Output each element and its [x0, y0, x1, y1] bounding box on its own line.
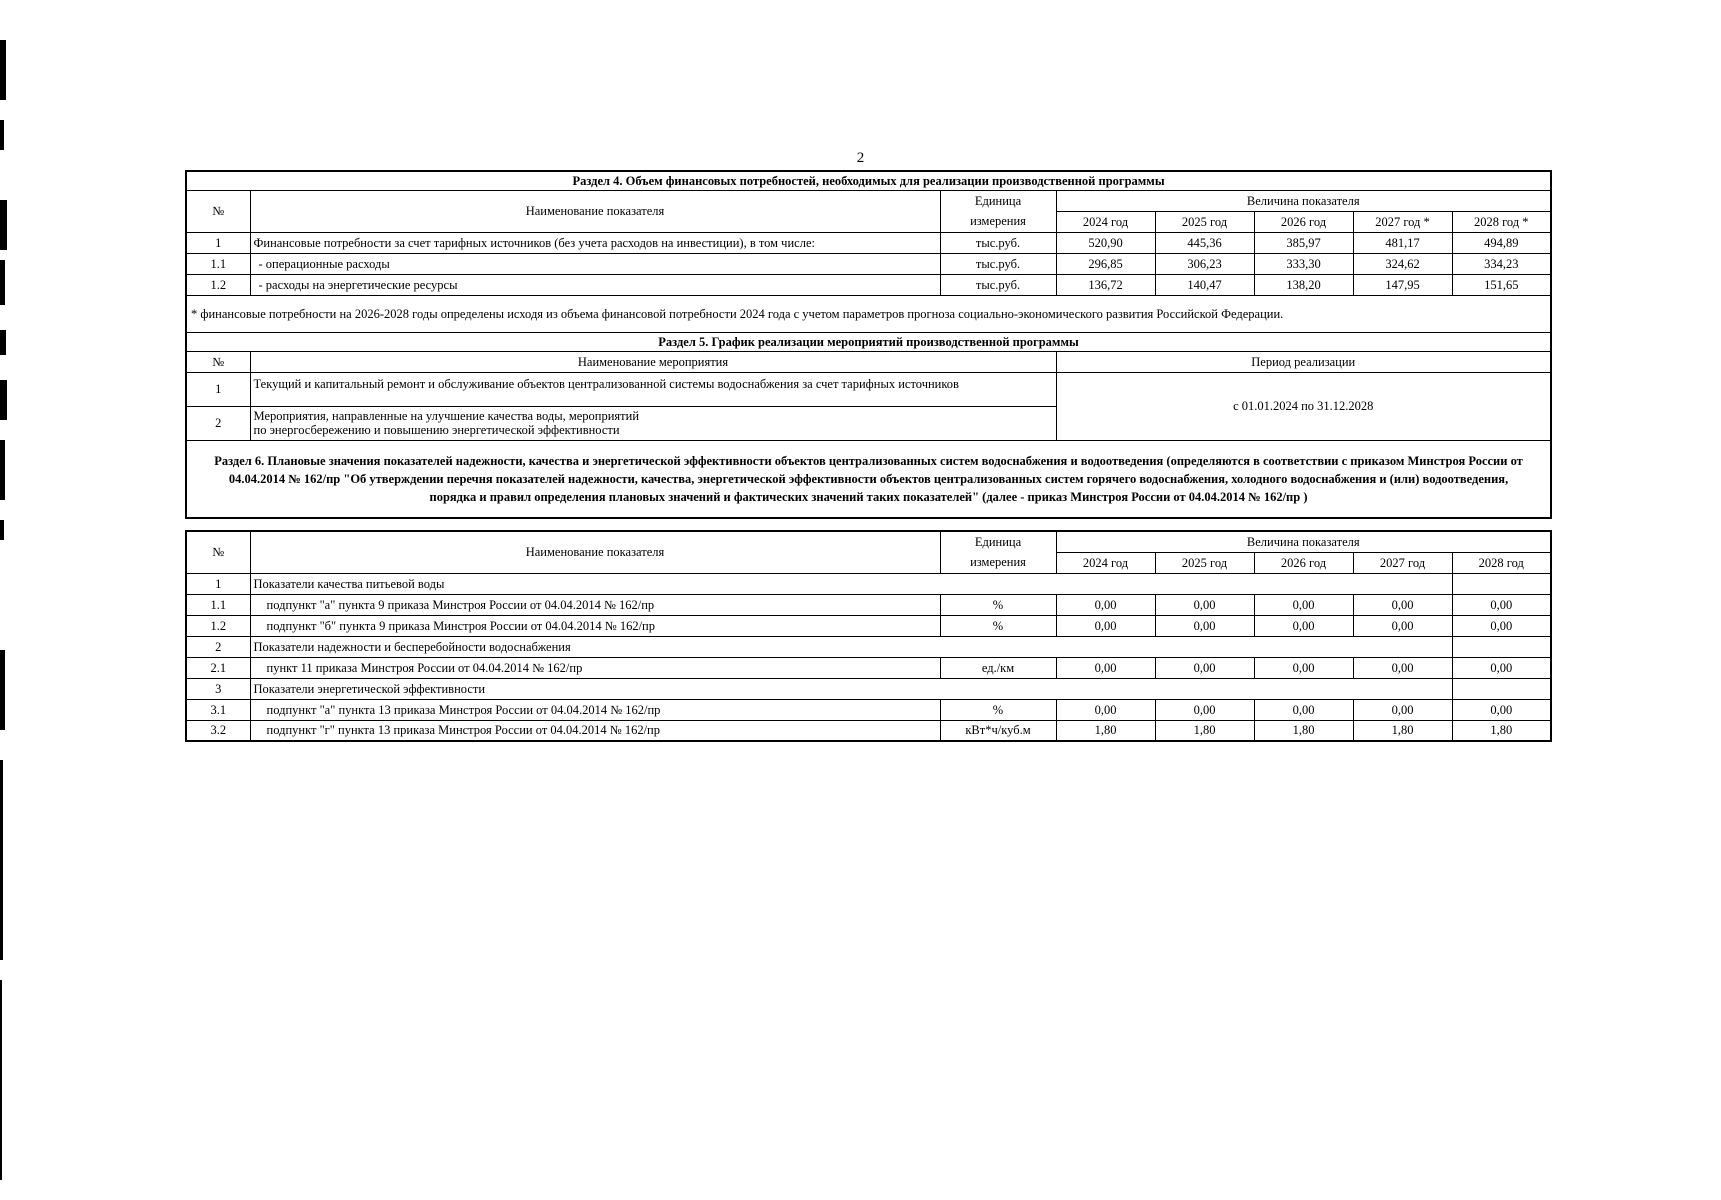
- section5-col-no: №: [186, 351, 250, 372]
- row-name: Показатели качества питьевой воды: [250, 573, 1155, 594]
- row-number: 3.2: [186, 720, 250, 741]
- row-number: 1: [186, 372, 250, 406]
- row-name: подпункт "б" пункта 9 приказа Минстроя России от 04.04.2014 № 162/пр: [250, 615, 940, 636]
- table-row: [186, 232, 1551, 253]
- table-row: [186, 657, 1551, 678]
- table-row: [186, 372, 1551, 406]
- row-number: 2: [186, 636, 250, 657]
- row-name: Финансовые потребности за счет тарифных источников (без учета расходов на инвестиции), в том числе:: [250, 232, 940, 253]
- row-value: 1,80: [1254, 720, 1353, 741]
- section6-title: Раздел 6. Плановые значения показателей надежности, качества и энергетической эффективности объектов централизованных систем водоснабжения и водоотведения (определяются в соответствии с приказом Минстроя России от 04.04.2014 № 162/пр "Об утверждении перечня показателей надежности, качества, энергетической эффективности объектов централизованных систем горячего водоснабжения, холодного водоснабжения и (или) водоотведения, порядка и правил определения плановых значений и фактических значений таких показателей" (далее - приказ Минстроя России от 04.04.2014 № 162/пр ): [186, 440, 1551, 518]
- row-name: подпункт "г" пункта 13 приказа Минстроя России от 04.04.2014 № 162/пр: [250, 720, 940, 741]
- row-unit: %: [940, 699, 1056, 720]
- table-row-group: [186, 678, 1551, 699]
- row-name: [250, 406, 1056, 440]
- row-value: 333,30: [1254, 253, 1353, 274]
- row-name: Показатели энергетической эффективности: [250, 678, 1155, 699]
- section5-title: Раздел 5. График реализации мероприятий производственной программы: [186, 332, 1551, 351]
- row-number: 1: [186, 573, 250, 594]
- row-value: 385,97: [1254, 232, 1353, 253]
- section5-col-period: Период реализации: [1056, 351, 1551, 372]
- year-header: 2028 год: [1452, 552, 1551, 573]
- table-row: [186, 253, 1551, 274]
- row-number: 1.1: [186, 594, 250, 615]
- row-value: 1,80: [1353, 720, 1452, 741]
- row-name: подпункт "а" пункта 9 приказа Минстроя России от 04.04.2014 № 162/пр: [250, 594, 940, 615]
- row-name-line: по энергосбережению и повышению энергетической эффективности: [253, 423, 620, 437]
- row-value: 0,00: [1056, 615, 1155, 636]
- table-row: [186, 699, 1551, 720]
- table-row-group: [186, 573, 1551, 594]
- section5-col-name: Наименование мероприятия: [250, 351, 1056, 372]
- row-value: 324,62: [1353, 253, 1452, 274]
- row-value: 1,80: [1452, 720, 1551, 741]
- section4-col-value: Величина показателя: [1056, 190, 1551, 211]
- table-row: [186, 720, 1551, 741]
- year-header: 2025 год: [1155, 211, 1254, 232]
- row-value: 0,00: [1155, 594, 1254, 615]
- sections-4-5-table: [185, 170, 1552, 519]
- year-header: 2024 год: [1056, 211, 1155, 232]
- section6-table: [185, 530, 1552, 742]
- row-unit: тыс.руб.: [940, 232, 1056, 253]
- row-value: 0,00: [1254, 594, 1353, 615]
- row-number: 2.1: [186, 657, 250, 678]
- section4-footnote: * финансовые потребности на 2026-2028 годы определены исходя из объема финансовой потребности 2024 года с учетом параметров прогноза социально-экономического развития Российской Федерации.: [186, 295, 1551, 332]
- row-number: 2: [186, 406, 250, 440]
- year-header: 2024 год: [1056, 552, 1155, 573]
- row-unit: тыс.руб.: [940, 274, 1056, 295]
- row-value: 0,00: [1452, 615, 1551, 636]
- row-value: 445,36: [1155, 232, 1254, 253]
- section5-period: с 01.01.2024 по 31.12.2028: [1056, 372, 1551, 440]
- year-header: 2026 год: [1254, 211, 1353, 232]
- year-header: 2028 год *: [1452, 211, 1551, 232]
- row-name-line: Мероприятия, направленные на улучшение качества воды, мероприятий: [253, 409, 640, 423]
- row-unit: ед./км: [940, 657, 1056, 678]
- row-value: 334,23: [1452, 253, 1551, 274]
- row-unit: %: [940, 594, 1056, 615]
- page-number: 2: [856, 150, 865, 166]
- section4-col-name: Наименование показателя: [250, 190, 940, 232]
- row-value: 0,00: [1254, 657, 1353, 678]
- row-value: 0,00: [1353, 594, 1452, 615]
- row-value: 0,00: [1056, 699, 1155, 720]
- row-value: 151,65: [1452, 274, 1551, 295]
- table-row: [186, 594, 1551, 615]
- row-unit: %: [940, 615, 1056, 636]
- row-value: 306,23: [1155, 253, 1254, 274]
- row-number: 3: [186, 678, 250, 699]
- row-number: 1.2: [186, 615, 250, 636]
- row-value: 0,00: [1155, 657, 1254, 678]
- row-name: пункт 11 приказа Минстроя России от 04.04.2014 № 162/пр: [250, 657, 940, 678]
- row-value: 0,00: [1452, 657, 1551, 678]
- row-value: 1,80: [1155, 720, 1254, 741]
- section6-col-value: Величина показателя: [1056, 531, 1551, 552]
- row-value: 0,00: [1452, 594, 1551, 615]
- row-name: Показатели надежности и бесперебойности водоснабжения: [250, 636, 1155, 657]
- row-value: 0,00: [1254, 615, 1353, 636]
- table-row-group: [186, 636, 1551, 657]
- section6-col-unit-1: Единица: [940, 531, 1056, 552]
- row-value: 0,00: [1353, 615, 1452, 636]
- row-value: 0,00: [1254, 699, 1353, 720]
- year-header: 2025 год: [1155, 552, 1254, 573]
- section6-col-name: Наименование показателя: [250, 531, 940, 573]
- table-row: [186, 615, 1551, 636]
- section6-col-no: №: [186, 531, 250, 573]
- year-header: 2026 год: [1254, 552, 1353, 573]
- row-value: 0,00: [1056, 594, 1155, 615]
- row-value: 147,95: [1353, 274, 1452, 295]
- row-value: 0,00: [1056, 657, 1155, 678]
- scan-edge-artifact: [0, 0, 14, 1200]
- row-value: 494,89: [1452, 232, 1551, 253]
- row-value: 0,00: [1155, 615, 1254, 636]
- row-name: Текущий и капитальный ремонт и обслуживание объектов централизованной системы водоснабжения за счет тарифных источников: [250, 372, 1056, 406]
- row-number: 1.1: [186, 253, 250, 274]
- table-row: [186, 274, 1551, 295]
- row-value: 140,47: [1155, 274, 1254, 295]
- row-unit: тыс.руб.: [940, 253, 1056, 274]
- row-value: 481,17: [1353, 232, 1452, 253]
- section4-col-unit-2: измерения: [940, 211, 1056, 232]
- section4-col-unit-1: Единица: [940, 190, 1056, 211]
- row-value: 0,00: [1452, 699, 1551, 720]
- row-value: 296,85: [1056, 253, 1155, 274]
- year-header: 2027 год: [1353, 552, 1452, 573]
- row-value: 0,00: [1353, 657, 1452, 678]
- row-name: подпункт "а" пункта 13 приказа Минстроя России от 04.04.2014 № 162/пр: [250, 699, 940, 720]
- row-value: 136,72: [1056, 274, 1155, 295]
- row-name: - операционные расходы: [250, 253, 940, 274]
- section4-col-no: №: [186, 190, 250, 232]
- row-number: 1: [186, 232, 250, 253]
- row-value: 1,80: [1056, 720, 1155, 741]
- row-value: 0,00: [1353, 699, 1452, 720]
- section4-title: Раздел 4. Объем финансовых потребностей, необходимых для реализации производственной программы: [186, 171, 1551, 190]
- row-value: 0,00: [1155, 699, 1254, 720]
- row-value: 520,90: [1056, 232, 1155, 253]
- row-unit: кВт*ч/куб.м: [940, 720, 1056, 741]
- row-value: 138,20: [1254, 274, 1353, 295]
- year-header: 2027 год *: [1353, 211, 1452, 232]
- section6-col-unit-2: измерения: [940, 552, 1056, 573]
- row-name: - расходы на энергетические ресурсы: [250, 274, 940, 295]
- row-number: 1.2: [186, 274, 250, 295]
- row-number: 3.1: [186, 699, 250, 720]
